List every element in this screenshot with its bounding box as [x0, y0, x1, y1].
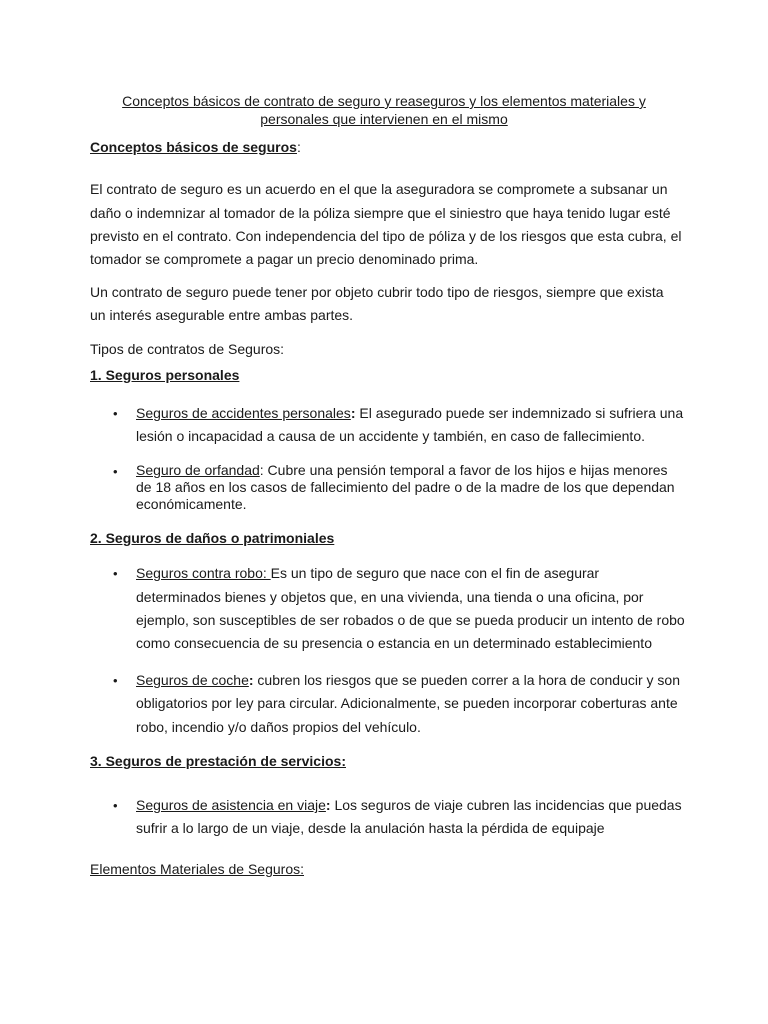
- list-item-term: Seguros de asistencia en viaje: [136, 797, 326, 813]
- section-basic-heading-text: Conceptos básicos de seguros: [90, 139, 297, 155]
- list-item-text: Es un tipo de seguro que nace con el fin de asegurar: [270, 565, 600, 581]
- list-item-robo-line-4: como consecuencia de su presencia o estancia en un determinado establecimiento: [136, 635, 652, 651]
- bullet-icon: •: [113, 464, 118, 479]
- section-2-heading: 2. Seguros de daños o patrimoniales: [90, 530, 335, 546]
- list-item-term: Seguros contra robo:: [136, 565, 271, 581]
- list-item-accidentes-line-2: lesión o incapacidad a causa de un accidente y también, en caso de fallecimiento.: [136, 428, 645, 444]
- list-item-coche-line-2: obligatorios por ley para circular. Adicionalmente, se pueden incorporar coberturas ante: [136, 695, 678, 711]
- bullet-icon: •: [113, 566, 118, 581]
- list-item-robo-line-3: ejemplo, son susceptibles de ser robados o de que se pueda producir un intento de robo: [136, 612, 685, 628]
- section-1-heading: 1. Seguros personales: [90, 367, 240, 383]
- bullet-icon: •: [113, 798, 118, 813]
- list-item-orfandad-line-2: de 18 años en los casos de fallecimiento del padre o de la madre de los que dependan: [136, 479, 675, 495]
- list-item-text: El asegurado puede ser indemnizado si sufriera una: [355, 405, 684, 421]
- intro-p2-line-2: un interés asegurable entre ambas partes.: [90, 307, 354, 323]
- intro-p1-line-3: previsto en el contrato. Con independencia del tipo de póliza y de los riesgos que esta cubra, el: [90, 228, 682, 244]
- document-title-line-2: personales que intervienen en el mismo: [260, 111, 508, 127]
- bullet-icon: •: [113, 673, 118, 688]
- list-item-accidentes-line-1: [136, 405, 683, 422]
- list-item-text: cubren los riesgos que se pueden correr a la hora de conducir y son: [253, 672, 681, 688]
- intro-p1-line-4: tomador se compromete a pagar un precio denominado prima.: [90, 251, 479, 267]
- list-item-robo-line-2: determinados bienes y objetos que, en una vivienda, una tienda o una oficina, por: [136, 589, 644, 605]
- list-item-separator: :: [325, 797, 331, 813]
- list-item-separator: :: [248, 672, 254, 688]
- list-item-coche-line-1: [136, 672, 680, 689]
- list-item-text: Los seguros de viaje cubren las incidencias que puedas: [330, 797, 682, 813]
- list-item-orfandad-line-3: económicamente.: [136, 496, 247, 512]
- list-item-text: Cubre una pensión temporal a favor de los hijos e hijas menores: [263, 462, 668, 478]
- list-item-term: Seguro de orfandad: [136, 462, 260, 478]
- intro-p1-line-2: daño o indemnizar al tomador de la póliza siempre que el siniestro que haya tenido lugar esté: [90, 205, 671, 221]
- list-item-separator: :: [259, 462, 264, 478]
- elementos-materiales-heading: Elementos Materiales de Seguros:: [90, 861, 304, 877]
- bullet-icon: •: [113, 406, 118, 421]
- section-3-heading: 3. Seguros de prestación de servicios:: [90, 753, 346, 769]
- section-basic-heading: [90, 139, 301, 156]
- list-item-term: Seguros de coche: [136, 672, 249, 688]
- list-item-separator: :: [350, 405, 356, 421]
- section-basic-heading-colon: :: [296, 139, 301, 155]
- list-item-viaje-line-1: [136, 797, 682, 814]
- intro-p1-line-1: El contrato de seguro es un acuerdo en el que la aseguradora se compromete a subsanar un: [90, 181, 668, 197]
- list-item-robo-line-1: [136, 565, 599, 582]
- intro-p2-line-1: Un contrato de seguro puede tener por objeto cubrir todo tipo de riesgos, siempre que exista: [90, 284, 664, 300]
- document-title-line-1: Conceptos básicos de contrato de seguro y reaseguros y los elementos materiales y: [122, 93, 646, 109]
- list-item-coche-line-3: robo, incendio y/o daños propios del vehículo.: [136, 719, 421, 735]
- list-item-orfandad-line-1: [136, 462, 668, 479]
- list-item-viaje-line-2: sufrir a lo largo de un viaje, desde la anulación hasta la pérdida de equipaje: [136, 820, 605, 836]
- list-item-term: Seguros de accidentes personales: [136, 405, 351, 421]
- types-label: Tipos de contratos de Seguros:: [90, 341, 285, 357]
